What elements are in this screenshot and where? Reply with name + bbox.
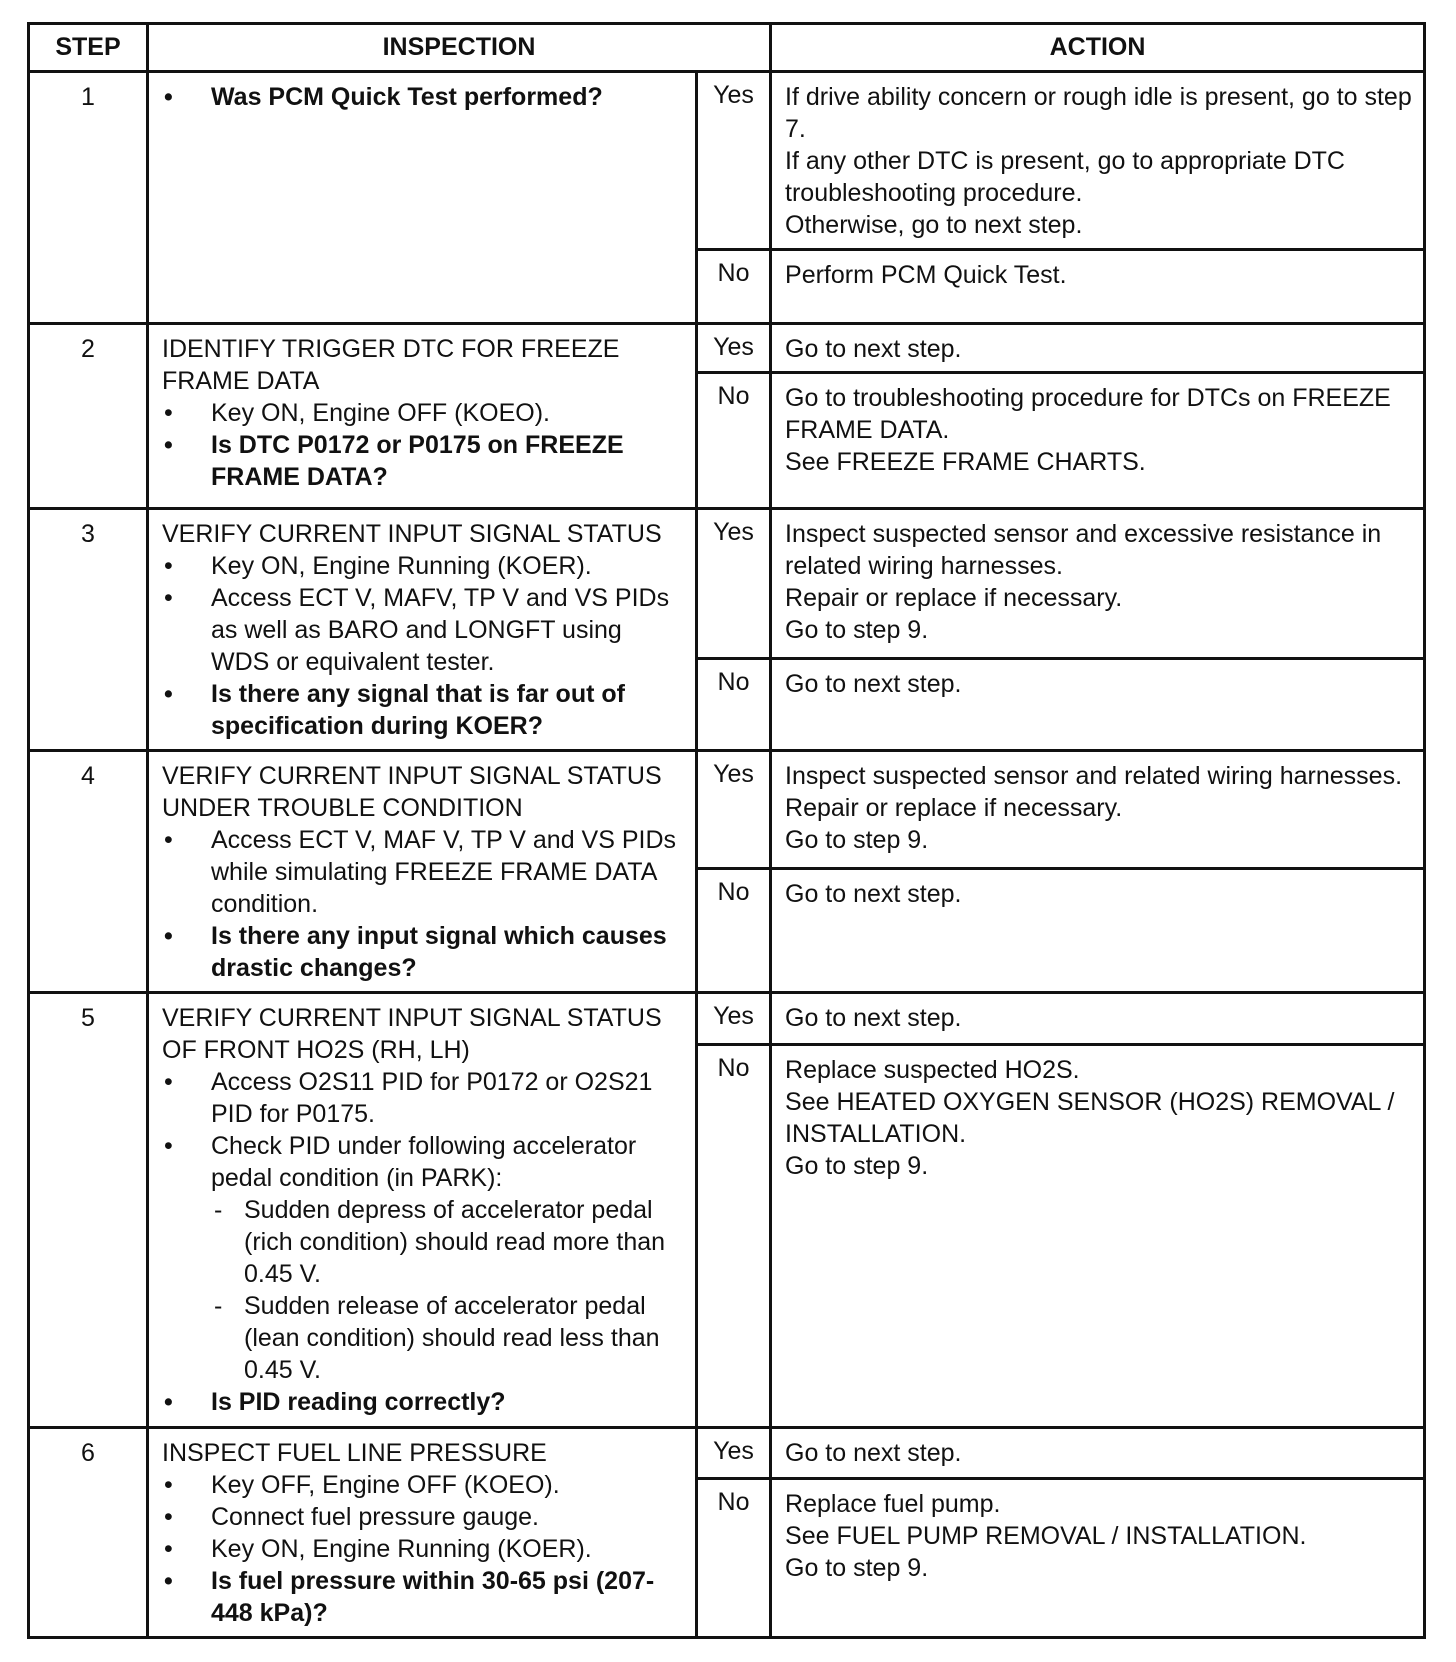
action-line: Otherwise, go to next step. — [785, 211, 1083, 239]
step-row — [29, 72, 1425, 250]
yes-action — [771, 750, 1425, 868]
inspection-question: • Is fuel pressure within 30-65 psi (207-448 kPa)? — [162, 1565, 685, 1629]
inspection-bullet: • Key OFF, Engine OFF (KOEO). — [162, 1469, 685, 1501]
action-line: Inspect suspected sensor and related wiring harnesses. Repair or replace if necessary. — [785, 761, 1403, 822]
yes-action — [771, 324, 1425, 373]
no-action — [771, 373, 1425, 509]
inspection-heading: VERIFY CURRENT INPUT SIGNAL STATUS UNDER TROUBLE CONDITION — [162, 761, 662, 822]
inspection-question: • Is there any input signal which causes drastic changes? — [162, 920, 685, 984]
step-number: 6 — [29, 1427, 148, 1637]
action-line: Replace suspected HO2S. — [785, 1055, 1080, 1084]
action-line: If drive ability concern or rough idle is present, go to step 7. — [785, 83, 1412, 143]
action-line: Perform PCM Quick Test. — [785, 260, 1067, 289]
step-row — [29, 750, 1425, 868]
step-row — [29, 993, 1425, 1045]
inspection-bullet: • Key ON, Engine Running (KOER). — [162, 1533, 685, 1565]
no-label: No — [697, 373, 771, 509]
action-line: Go to step 9. — [785, 1553, 929, 1582]
no-label: No — [697, 1478, 771, 1637]
inspection-bullet: • Key ON, Engine OFF (KOEO). — [162, 397, 685, 429]
inspection-bullet: • Access ECT V, MAF V, TP V and VS PIDs while simulating FREEZE FRAME DATA condition. — [162, 824, 685, 920]
action-line: Go to next step. — [785, 879, 962, 908]
inspection-cell — [148, 750, 697, 992]
yes-label: Yes — [697, 993, 771, 1045]
header-step: STEP — [29, 24, 148, 72]
action-line: Go to troubleshooting procedure for DTCs on FREEZE FRAME DATA. — [785, 384, 1391, 445]
troubleshooting-table — [27, 22, 1426, 1639]
action-line: Go to next step. — [785, 1004, 962, 1033]
step-number: 5 — [29, 993, 148, 1428]
step-number: 2 — [29, 324, 148, 509]
action-line: Go to next step. — [785, 1438, 962, 1467]
inspection-cell — [148, 1427, 697, 1637]
inspection-subitem: - Sudden depress of accelerator pedal (rich condition) should read more than 0.45 V. — [162, 1194, 685, 1290]
inspection-cell — [148, 72, 697, 324]
yes-label: Yes — [697, 1427, 771, 1478]
action-line: Go to next step. — [785, 335, 962, 364]
yes-label: Yes — [697, 750, 771, 868]
inspection-cell — [148, 508, 697, 750]
inspection-bullet: • Connect fuel pressure gauge. — [162, 1501, 685, 1533]
header-inspection: INSPECTION — [148, 24, 771, 72]
inspection-question: • Is DTC P0172 or P0175 on FREEZE FRAME DATA? — [162, 429, 685, 493]
yes-action — [771, 508, 1425, 658]
no-label: No — [697, 658, 771, 750]
no-label: No — [697, 249, 771, 323]
header-row — [29, 24, 1425, 72]
inspection-heading: VERIFY CURRENT INPUT SIGNAL STATUS — [162, 519, 662, 548]
action-line: Go to next step. — [785, 669, 962, 698]
inspection-question: • Was PCM Quick Test performed? — [162, 81, 685, 113]
inspection-cell — [148, 993, 697, 1428]
inspection-bullet: • Access ECT V, MAFV, TP V and VS PIDs as well as BARO and LONGFT using WDS or equivalent tester. — [162, 582, 685, 678]
yes-label: Yes — [697, 508, 771, 658]
action-line: Inspect suspected sensor and excessive resistance in related wiring harnesses. — [785, 519, 1382, 580]
no-action — [771, 868, 1425, 992]
action-line: Go to step 9. — [785, 1151, 929, 1180]
inspection-question: • Is PID reading correctly? — [162, 1386, 685, 1418]
no-action — [771, 1044, 1425, 1427]
inspection-heading: VERIFY CURRENT INPUT SIGNAL STATUS OF FRONT HO2S (RH, LH) — [162, 1004, 662, 1065]
yes-label: Yes — [697, 324, 771, 373]
inspection-question: • Is there any signal that is far out of specification during KOER? — [162, 678, 685, 742]
step-number: 1 — [29, 72, 148, 324]
action-line: Replace fuel pump. — [785, 1489, 1001, 1518]
no-label: No — [697, 868, 771, 992]
step-number: 4 — [29, 750, 148, 992]
action-line: See FREEZE FRAME CHARTS. — [785, 448, 1146, 477]
no-action — [771, 1478, 1425, 1637]
inspection-bullet: • Access O2S11 PID for P0172 or O2S21 PID for P0175. — [162, 1066, 685, 1130]
yes-action — [771, 1427, 1425, 1478]
action-line: If any other DTC is present, go to appropriate DTC troubleshooting procedure. — [785, 147, 1345, 207]
header-action: ACTION — [771, 24, 1425, 72]
step-number: 3 — [29, 508, 148, 750]
no-action — [771, 249, 1425, 323]
inspection-subitem: - Sudden release of accelerator pedal (lean condition) should read less than 0.45 V. — [162, 1290, 685, 1386]
inspection-bullet: • Check PID under following accelerator pedal condition (in PARK): — [162, 1130, 685, 1194]
yes-label: Yes — [697, 72, 771, 250]
action-line: See FUEL PUMP REMOVAL / INSTALLATION. — [785, 1521, 1307, 1550]
action-line: Go to step 9. — [785, 825, 929, 854]
action-line: See HEATED OXYGEN SENSOR (HO2S) REMOVAL / INSTALLATION. — [785, 1087, 1395, 1148]
yes-action — [771, 993, 1425, 1045]
inspection-cell — [148, 324, 697, 509]
inspection-heading: INSPECT FUEL LINE PRESSURE — [162, 1438, 547, 1467]
yes-action — [771, 72, 1425, 250]
action-line: Repair or replace if necessary. — [785, 583, 1123, 612]
step-row — [29, 324, 1425, 373]
no-label: No — [697, 1044, 771, 1427]
action-line: Go to step 9. — [785, 615, 929, 644]
step-row — [29, 508, 1425, 658]
inspection-heading: IDENTIFY TRIGGER DTC FOR FREEZE FRAME DATA — [162, 335, 620, 396]
step-row — [29, 1427, 1425, 1478]
no-action — [771, 658, 1425, 750]
inspection-bullet: • Key ON, Engine Running (KOER). — [162, 550, 685, 582]
